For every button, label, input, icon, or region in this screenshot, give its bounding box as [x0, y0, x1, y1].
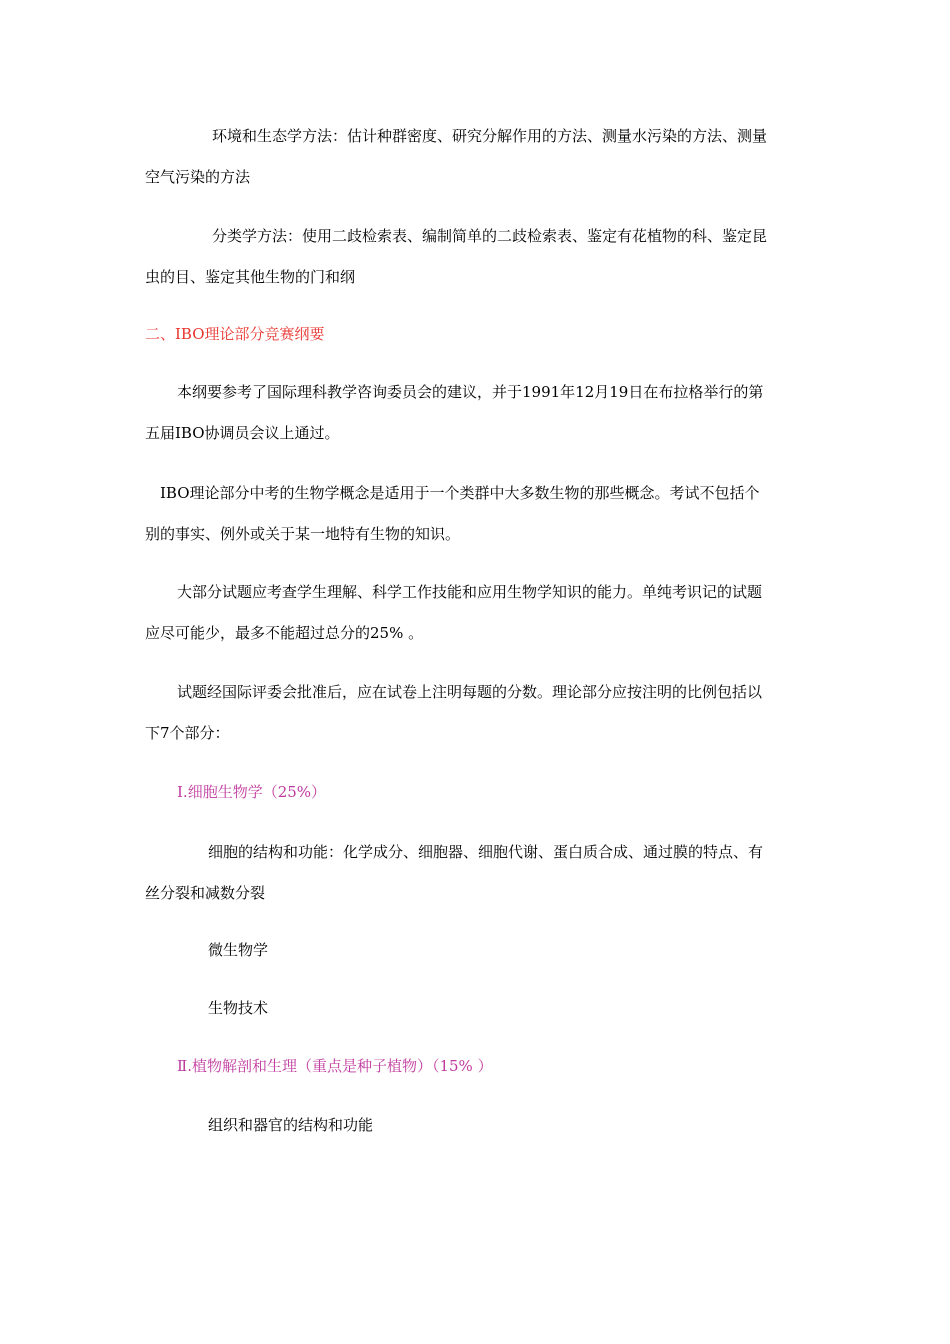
text-line: 丝分裂和减数分裂 — [145, 884, 266, 902]
text-line: 下7个部分： — [145, 724, 230, 742]
text-line: 别的事实、例外或关于某一地特有生物的知识。 — [145, 525, 461, 543]
text-line: 应尽可能少，最多不能超过总分的25% 。 — [145, 624, 424, 642]
text-line: 空气污染的方法 — [145, 168, 251, 186]
paragraph-taxonomy-methods — [145, 216, 805, 298]
text-line: 虫的目、鉴定其他生物的门和纲 — [145, 268, 356, 286]
paragraph-biotechnology — [145, 988, 805, 1029]
text-line: 细胞的结构和功能：化学成分、细胞器、细胞代谢、蛋白质合成、通过膜的特点、有 — [208, 843, 764, 861]
text-line: 微生物学 — [208, 941, 269, 959]
paragraph-microbiology — [145, 930, 805, 971]
paragraph-outline-intro — [145, 372, 805, 454]
text-line: 生物技术 — [208, 999, 269, 1017]
paragraph-scoring-note — [145, 672, 805, 754]
text-line: 本纲要参考了国际理科教学咨询委员会的建议，并于1991年12月19日在布拉格举行的第 — [177, 383, 764, 401]
paragraph-cell-structure — [145, 832, 805, 914]
text-line: 试题经国际评委会批准后，应在试卷上注明每题的分数。理论部分应按注明的比例包括以 — [177, 683, 763, 701]
text-line: 大部分试题应考查学生理解、科学工作技能和应用生物学知识的能力。单纯考识记的试题 — [177, 583, 763, 601]
text-line: IBO理论部分中考的生物学概念是适用于一个类群中大多数生物的那些概念。考试不包括个 — [160, 484, 760, 502]
paragraph-env-methods — [145, 116, 805, 198]
text-line: 环境和生态学方法：估计种群密度、研究分解作用的方法、测量水污染的方法、测量 — [212, 127, 768, 145]
paragraph-tissues-organs — [145, 1105, 805, 1146]
heading-text: Ⅰ.细胞生物学（25%） — [177, 783, 327, 801]
paragraph-ability-note — [145, 572, 805, 654]
paragraph-concepts-note — [145, 473, 805, 555]
text-line: 五届IBO协调员会议上通过。 — [145, 424, 340, 442]
subsection-heading-part-two — [145, 1046, 805, 1087]
heading-text: Ⅱ.植物解剖和生理（重点是种子植物）（15% ） — [177, 1057, 493, 1075]
heading-text: 二、IBO理论部分竞赛纲要 — [145, 325, 325, 343]
text-line: 分类学方法：使用二歧检索表、编制简单的二歧检索表、鉴定有花植物的科、鉴定昆 — [212, 227, 768, 245]
section-heading-two — [145, 314, 805, 355]
subsection-heading-part-one — [145, 772, 805, 813]
text-line: 组织和器官的结构和功能 — [208, 1116, 374, 1134]
